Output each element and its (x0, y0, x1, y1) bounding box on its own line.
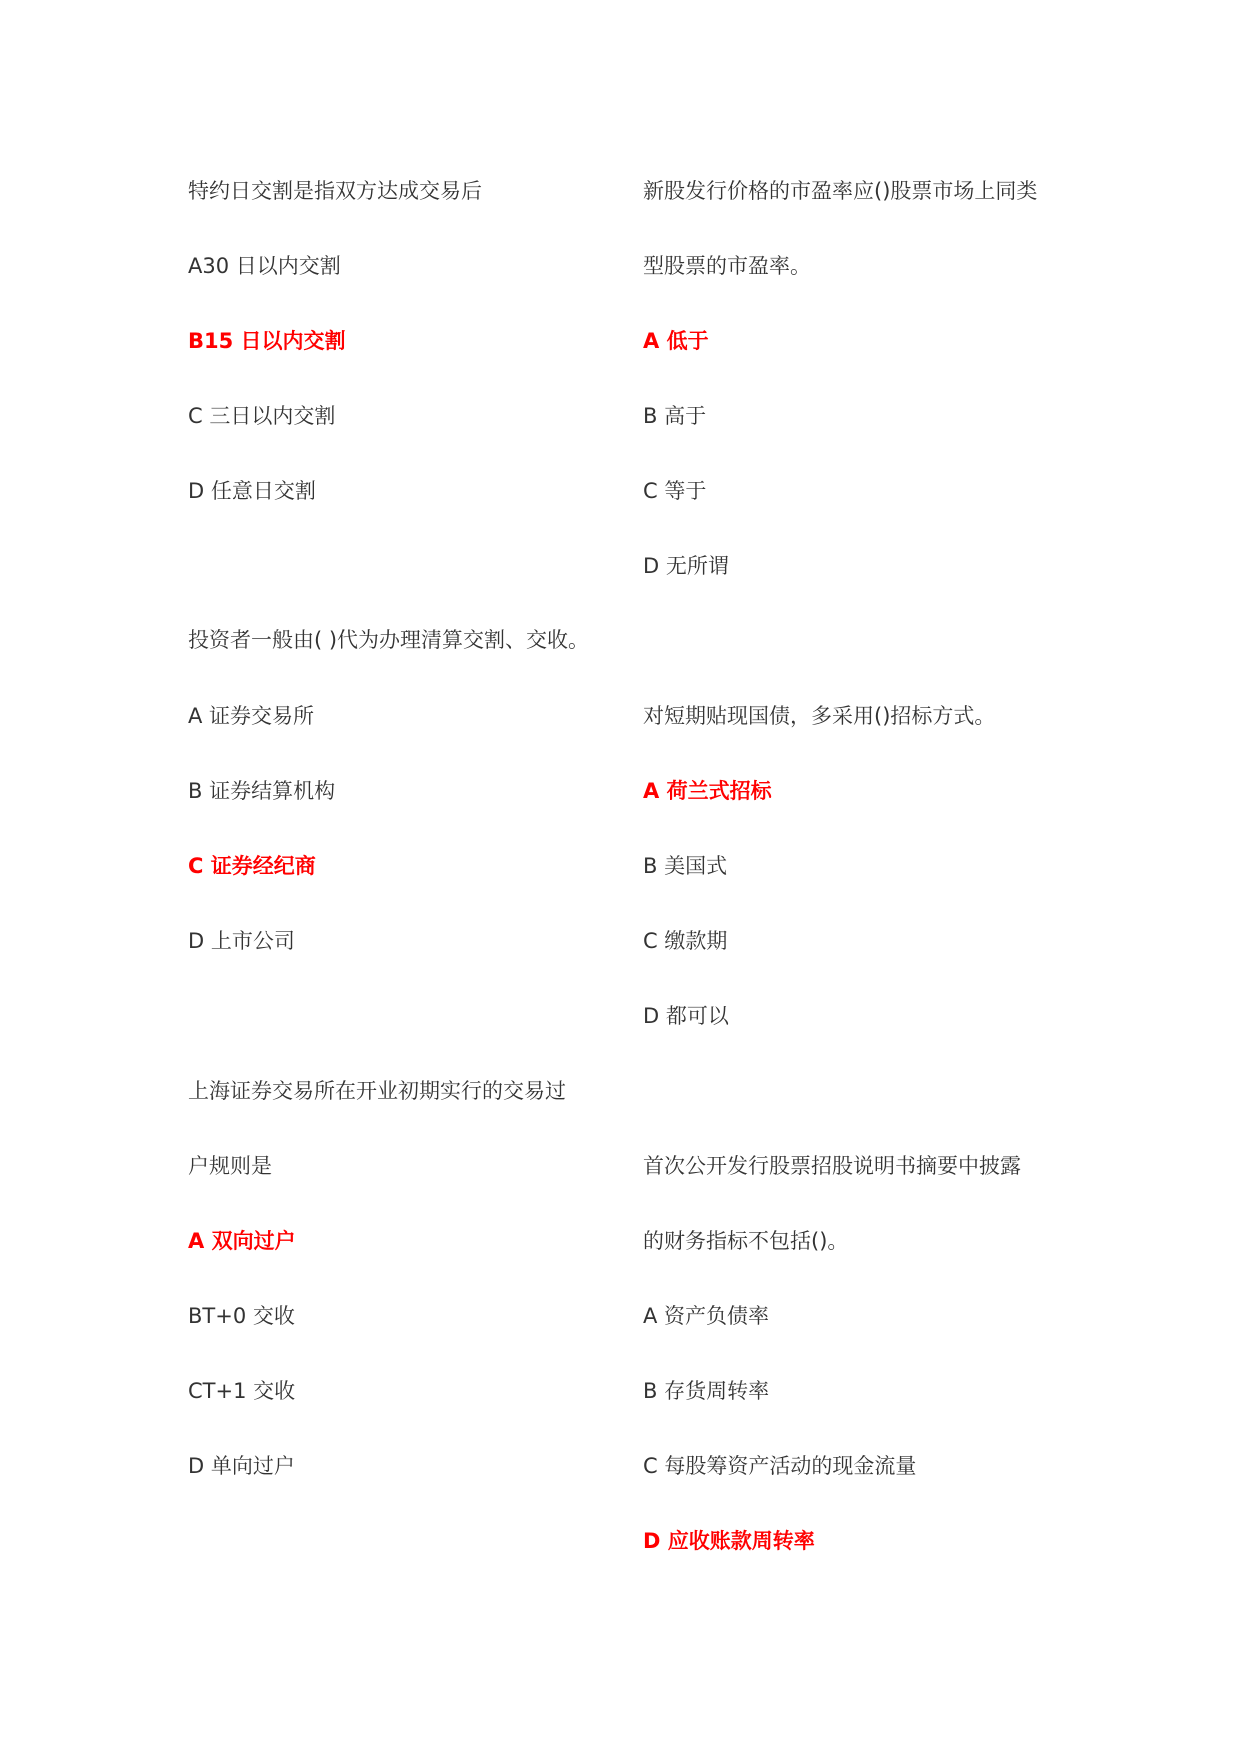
option-c: CT+1 交收 (188, 1379, 296, 1403)
option-c: C 每股筹资产活动的现金流量 (643, 1454, 917, 1478)
option-d: D 单向过户 (188, 1454, 295, 1478)
option-d: D 任意日交割 (188, 479, 316, 503)
option-c-correct-answer: C 证券经纪商 (188, 854, 316, 878)
question-text-line-2: 户规则是 (188, 1154, 272, 1178)
left-column (188, 0, 608, 1754)
option-a-correct-answer: A 双向过户 (188, 1229, 296, 1253)
option-a: A 资产负债率 (643, 1304, 770, 1328)
option-a: A 证券交易所 (188, 704, 315, 728)
option-b-correct-answer: B15 日以内交割 (188, 329, 346, 353)
question-text: 特约日交割是指双方达成交易后 (188, 179, 482, 203)
option-d: D 上市公司 (188, 929, 295, 953)
option-b: B 存货周转率 (643, 1379, 770, 1403)
option-d-correct-answer: D 应收账款周转率 (643, 1529, 815, 1553)
question-text: 投资者一般由( )代为办理清算交割、交收。 (188, 628, 590, 652)
question-text-line-1: 新股发行价格的市盈率应()股票市场上同类 (643, 179, 1038, 203)
option-d: D 都可以 (643, 1004, 729, 1028)
option-b: B 高于 (643, 404, 707, 428)
question-text: 对短期贴现国债，多采用()招标方式。 (643, 704, 996, 728)
option-c: C 等于 (643, 479, 707, 503)
option-a-correct-answer: A 低于 (643, 329, 709, 353)
option-a-correct-answer: A 荷兰式招标 (643, 779, 772, 803)
right-column (643, 0, 1063, 1754)
question-text-line-2: 型股票的市盈率。 (643, 254, 811, 278)
option-a: A30 日以内交割 (188, 254, 341, 278)
question-text-line-1: 首次公开发行股票招股说明书摘要中披露 (643, 1154, 1021, 1178)
option-d: D 无所谓 (643, 554, 729, 578)
option-b: B 证券结算机构 (188, 779, 336, 803)
option-b: B 美国式 (643, 854, 728, 878)
option-c: C 缴款期 (643, 929, 728, 953)
question-text-line-2: 的财务指标不包括()。 (643, 1229, 849, 1253)
option-b: BT+0 交收 (188, 1304, 295, 1328)
option-c: C 三日以内交割 (188, 404, 336, 428)
question-text-line-1: 上海证券交易所在开业初期实行的交易过 (188, 1079, 566, 1103)
